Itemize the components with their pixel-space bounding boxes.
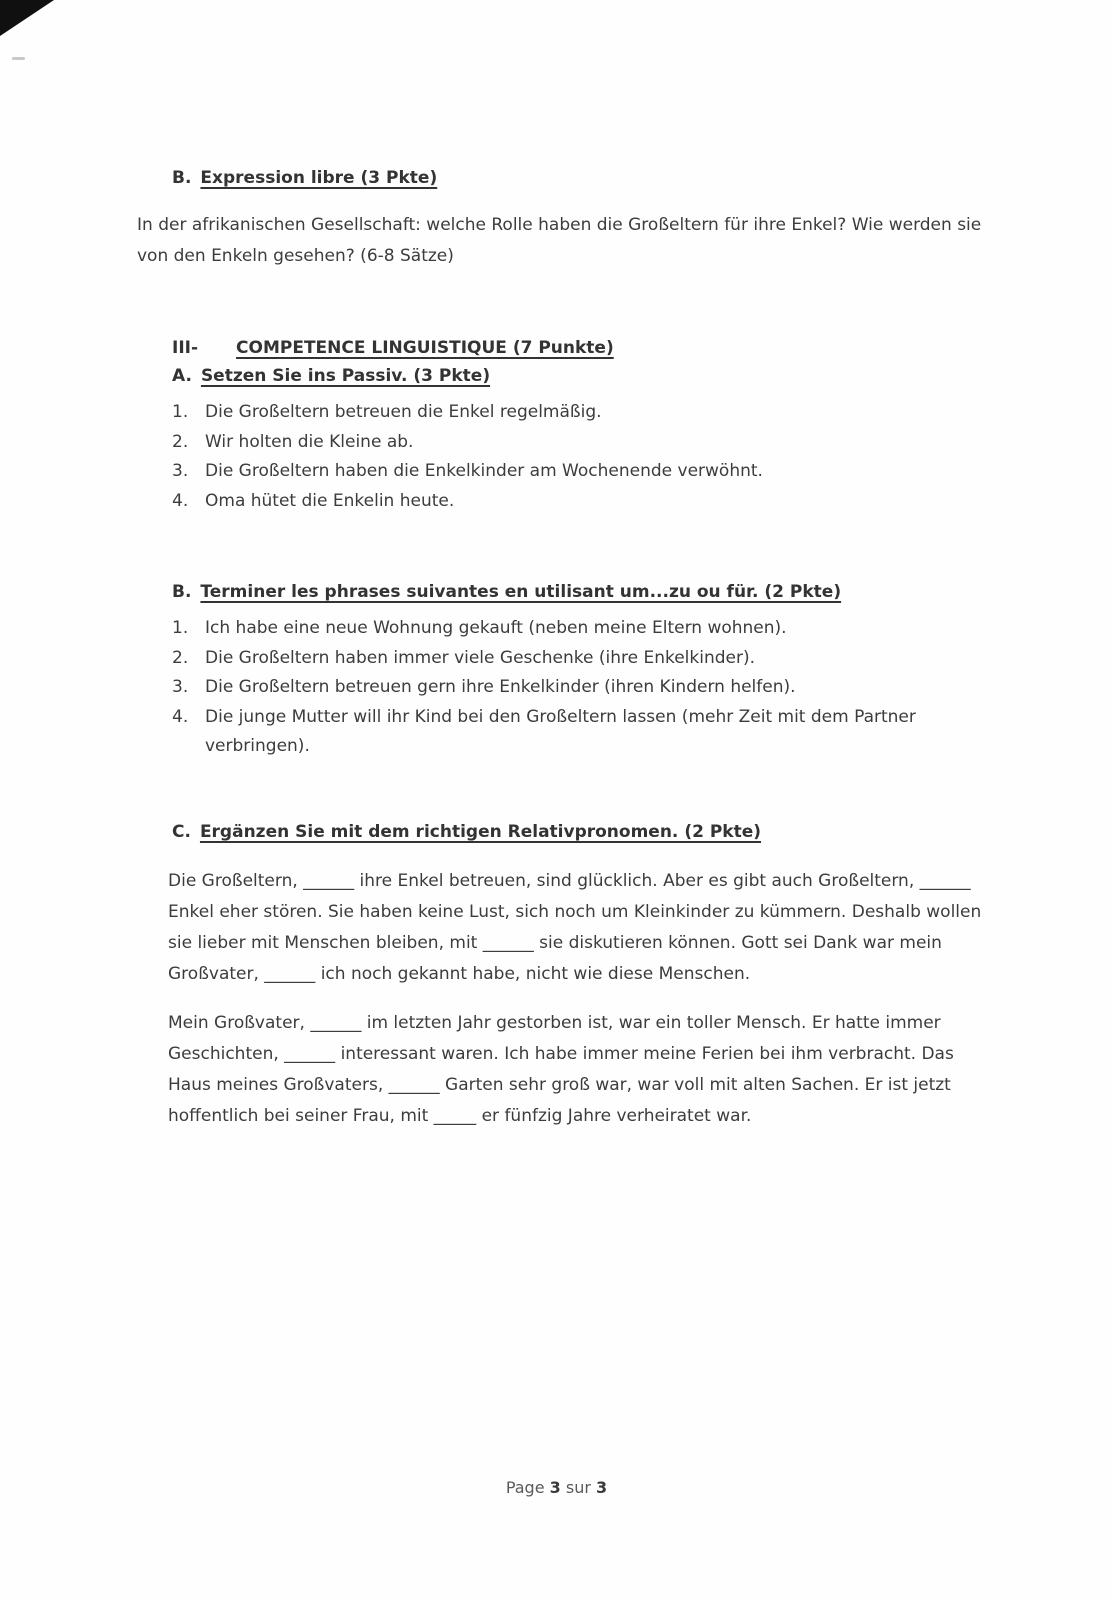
passiv-list <box>137 398 993 516</box>
list-item <box>137 457 993 487</box>
item-number: 2. <box>172 431 189 452</box>
item-text: Oma hütet die Enkelin heute. <box>205 490 455 511</box>
section-title: Terminer les phrases suivantes en utilisant um...zu ou für. (2 Pkte) <box>200 582 842 602</box>
item-number: 3. <box>172 677 189 697</box>
section-heading-terminer <box>172 580 993 604</box>
scan-corner-artifact <box>0 0 54 36</box>
section-title: Setzen Sie ins Passiv. (3 Pkte) <box>200 366 491 386</box>
item-number: 1. <box>172 402 189 422</box>
expression-libre-prompt: In der afrikanischen Gesellschaft: welche Rolle haben die Großeltern für ihre Enkel? Wie werden sie von den Enkeln gesehen? (6-8 Sätze) <box>137 215 982 266</box>
section-label: A. <box>172 366 192 386</box>
item-text: Die Großeltern haben die Enkelkinder am Wochenende verwöhnt. <box>205 461 763 481</box>
list-item <box>137 614 993 644</box>
footer-page-number: 3 <box>549 1478 561 1497</box>
item-text: Wir holten die Kleine ab. <box>205 431 414 452</box>
section-label: III- <box>172 338 199 358</box>
item-number: 2. <box>172 647 189 668</box>
scan-artifact-dash <box>12 57 25 60</box>
list-item <box>137 644 993 674</box>
item-number: 4. <box>172 490 189 511</box>
item-text: Ich habe eine neue Wohnung gekauft (neben meine Eltern wohnen). <box>205 618 787 638</box>
footer-label-sur: sur <box>565 1478 591 1497</box>
list-item <box>137 703 993 762</box>
section-heading-relativpronomen <box>172 820 993 844</box>
section-label: B. <box>172 168 192 188</box>
item-text: Die Großeltern betreuen die Enkel regelmäßig. <box>205 402 602 422</box>
item-number: 4. <box>172 706 189 727</box>
section-label: B. <box>172 582 192 602</box>
section-title: Ergänzen Sie mit dem richtigen Relativpronomen. (2 Pkte) <box>199 821 762 842</box>
item-text: Die junge Mutter will ihr Kind bei den Großeltern lassen (mehr Zeit mit dem Partner verbringen). <box>205 706 916 756</box>
item-text: Die Großeltern betreuen gern ihre Enkelkinder (ihren Kindern helfen). <box>205 677 796 697</box>
item-text: Die Großeltern haben immer viele Geschenke (ihre Enkelkinder). <box>205 647 756 668</box>
section-heading-passiv <box>172 364 993 388</box>
section-title: Expression libre (3 Pkte) <box>200 168 438 188</box>
section-title: COMPETENCE LINGUISTIQUE (7 Punkte) <box>236 338 614 358</box>
item-number: 1. <box>172 618 189 638</box>
section-heading-competence-linguistique <box>172 336 993 360</box>
section-heading-expression-libre <box>172 166 993 190</box>
page-footer <box>0 1478 1113 1497</box>
terminer-list <box>137 614 993 762</box>
relativpronomen-paragraph-1: Die Großeltern, ______ ihre Enkel betreuen, sind glücklich. Aber es gibt auch Großeltern, ______ Enkel eher stören. Sie haben keine Lust, sich noch um Kleinkinder zu kümmern. Deshalb wollen sie lieber mit Menschen bleiben, mit ______ sie diskutieren können. Gott sei Dank war mein Großvater, ______ ich noch gekannt habe, nicht wie diese Menschen. <box>168 870 982 984</box>
item-number: 3. <box>172 461 189 481</box>
relativpronomen-paragraph-2: Mein Großvater, ______ im letzten Jahr gestorben ist, war ein toller Mensch. Er hatte immer Geschichten, ______ interessant waren. Ich habe immer meine Ferien bei ihm verbracht. Das Haus meines Großvaters, ______ Garten sehr groß war, war voll mit alten Sachen. Er ist jetzt hoffentlich bei seiner Frau, mit _____ er fünfzig Jahre verheiratet war. <box>168 1012 954 1126</box>
list-item <box>137 398 993 428</box>
list-item <box>137 673 993 703</box>
list-item <box>137 428 993 458</box>
list-item <box>137 487 993 517</box>
footer-total-pages: 3 <box>596 1478 608 1497</box>
exam-content <box>137 166 993 1132</box>
section-label: C. <box>172 821 191 842</box>
footer-label-page: Page <box>505 1478 545 1497</box>
